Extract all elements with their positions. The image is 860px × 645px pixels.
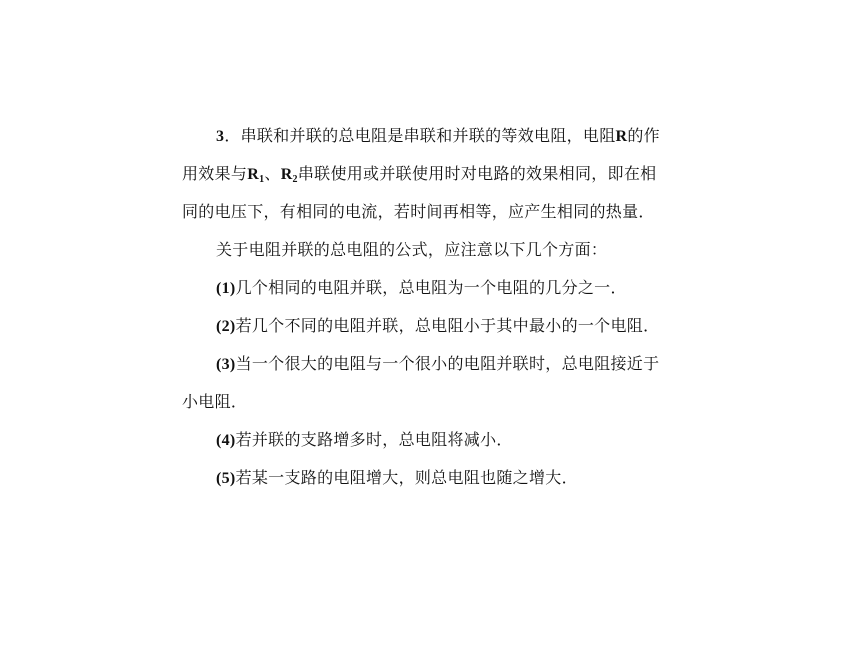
resistor-r1-symbol	[247, 166, 264, 183]
list-item	[182, 269, 678, 307]
text-span: ．串联和并联的总电阻是串联和并联的等效电阻，电阻	[224, 126, 616, 145]
item-label: (4)	[216, 432, 236, 449]
list-item	[182, 421, 678, 459]
text-span: 用效果与	[182, 164, 248, 183]
list-item	[182, 345, 678, 383]
paragraph-number: 3	[216, 128, 225, 145]
item-text: 几个相同的电阻并联，总电阻为一个电阻的几分之一．	[235, 278, 627, 297]
symbol-base: R	[247, 166, 260, 183]
item-text: 若几个不同的电阻并联，总电阻小于其中最小的一个电阻．	[235, 316, 660, 335]
symbol-subscript: 1	[259, 174, 265, 185]
item-text: 若并联的支路增多时，总电阻将减小．	[235, 430, 513, 449]
paragraph-3-line-1	[182, 117, 678, 155]
list-item-continuation: 小电阻．	[182, 392, 248, 411]
paragraph-3-line-2	[182, 155, 678, 193]
item-label: (5)	[216, 470, 236, 487]
symbol-subscript: 2	[292, 174, 298, 185]
symbol-base: R	[280, 166, 293, 183]
resistor-r2-symbol	[281, 166, 298, 183]
text-span: 串联使用或并联使用时对电路的效果相同，即在相	[297, 164, 657, 183]
item-label: (1)	[216, 280, 236, 297]
list-item	[182, 307, 678, 345]
item-label: (3)	[216, 356, 236, 373]
text-span: 的作	[627, 126, 660, 145]
item-label: (2)	[216, 318, 236, 335]
intro-line: 关于电阻并联的总电阻的公式，应注意以下几个方面：	[216, 240, 608, 259]
resistor-symbol: R	[615, 128, 628, 145]
paragraph-3-line-3: 同的电压下，有相同的电流，若时间再相等，应产生相同的热量．	[182, 202, 655, 221]
list-item	[182, 459, 678, 497]
item-text: 当一个很大的电阻与一个很小的电阻并联时，总电阻接近于	[235, 354, 660, 373]
text-block	[182, 117, 678, 497]
separator: 、	[264, 164, 281, 183]
item-text: 若某一支路的电阻增大，则总电阻也随之增大．	[235, 468, 578, 487]
